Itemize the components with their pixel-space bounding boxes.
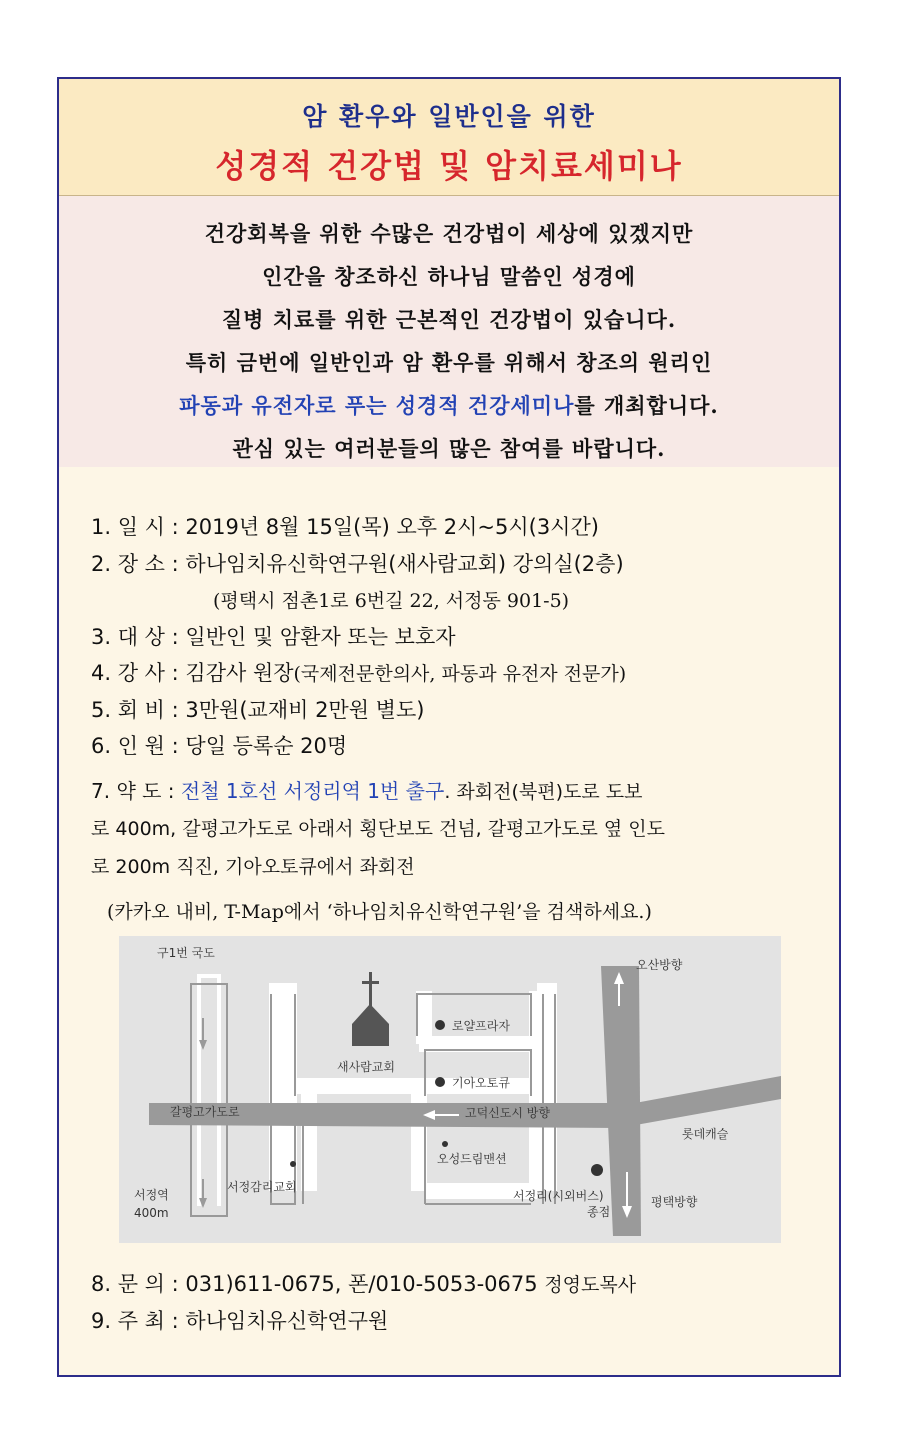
map-label-lotte: 롯데캐슬 bbox=[682, 1127, 729, 1141]
item-speaker-detail: (국제전문한의사, 파동과 유전자 전문가) bbox=[293, 663, 627, 685]
item-directions-highlight: 전철 1호선 서정리역 1번 출구 bbox=[180, 779, 445, 803]
item-directions-label: 7. 약 도 : bbox=[91, 779, 175, 803]
header bbox=[59, 79, 839, 196]
map-label-kia: 기아오토큐 bbox=[452, 1076, 510, 1090]
item-fee-value: 3만원(교재비 2만원 별도) bbox=[185, 697, 425, 722]
kia-dot bbox=[435, 1077, 445, 1087]
item-fee bbox=[91, 692, 821, 729]
item-place-address: (평택시 점촌1로 6번길 22, 서정동 901-5) bbox=[213, 590, 570, 612]
seojeong-church-dot bbox=[290, 1161, 296, 1167]
item-fee-label: 5. 회 비 : bbox=[91, 697, 179, 722]
item-host bbox=[91, 1303, 821, 1340]
church-icon bbox=[352, 972, 389, 1046]
item-contact-label: 8. 문 의 : bbox=[91, 1272, 179, 1296]
item-host-value: 하나임치유신학연구원 bbox=[185, 1308, 389, 1333]
map-label-godeok: 고덕신도시 방향 bbox=[465, 1106, 550, 1120]
item-capacity-label: 6. 인 원 : bbox=[91, 734, 179, 758]
royal-plaza-dot bbox=[435, 1020, 445, 1030]
item-place-address-row bbox=[91, 582, 821, 619]
bottom-list bbox=[91, 1266, 821, 1339]
location-map bbox=[119, 936, 781, 1243]
item-place bbox=[91, 546, 821, 583]
map-label-church: 새사람교회 bbox=[337, 1060, 395, 1074]
item-place-label: 2. 장 소 : bbox=[91, 551, 179, 576]
map-label-seojeong-church: 서정감리교회 bbox=[227, 1180, 297, 1194]
item-date-value: 2019년 8월 15일(목) 오후 2시~5시(3시간) bbox=[185, 515, 599, 539]
item-directions-line-2: 로 400m, 갈평고가도로 아래서 횡단보도 건넘, 갈평고가도로 옆 인도 bbox=[91, 818, 666, 840]
map-label-pyeongtaek: 평택방향 bbox=[651, 1195, 698, 1209]
intro bbox=[59, 196, 839, 467]
intro-line-2: 인간을 창조하신 하나님 말씀인 성경에 bbox=[262, 264, 636, 289]
item-speaker-value: 김감사 원장 bbox=[185, 661, 294, 685]
map-label-station-distance: 400m bbox=[134, 1206, 169, 1220]
item-contact-value: 031)611-0675, 폰/010-5053-0675 bbox=[185, 1272, 538, 1296]
item-contact-person: 정영도목사 bbox=[544, 1274, 637, 1296]
map-label-national-road: 구1번 국도 bbox=[157, 946, 215, 960]
poster-frame bbox=[57, 77, 841, 1377]
bus-terminal-dot bbox=[591, 1164, 603, 1176]
intro-line-5-rest: 를 개최합니다. bbox=[574, 393, 719, 418]
info-list bbox=[91, 509, 821, 765]
map-label-osung: 오성드림맨션 bbox=[437, 1152, 507, 1166]
item-speaker bbox=[91, 655, 821, 692]
item-place-value: 하나임치유신학연구원(새사람교회) 강의실(2층) bbox=[185, 551, 624, 576]
map-label-station: 서정역 bbox=[134, 1188, 169, 1202]
header-title: 성경적 건강법 및 암치료세미나 bbox=[215, 147, 683, 185]
item-directions-rest: . 좌회전(북편)도로 도보 bbox=[444, 781, 643, 803]
item-capacity bbox=[91, 728, 821, 765]
intro-line-3: 질병 치료를 위한 근본적인 건강법이 있습니다. bbox=[221, 307, 677, 332]
highway-road bbox=[601, 966, 641, 1236]
intro-line-4: 특히 금번에 일반인과 암 환우를 위해서 창조의 원리인 bbox=[185, 350, 713, 375]
intro-line-5 bbox=[59, 384, 839, 427]
directions-note: (카카오 내비, T-Map에서 ‘하나임치유신학연구원’을 검색하세요.) bbox=[107, 901, 652, 923]
highway-top bbox=[605, 966, 637, 978]
intro-highlight: 파동과 유전자로 푸는 성경적 건강세미나 bbox=[179, 393, 575, 418]
intro-line-1: 건강회복을 위한 수많은 건강법이 세상에 있겠지만 bbox=[204, 221, 694, 246]
item-directions-line-3: 로 200m 직진, 기아오토큐에서 좌회전 bbox=[91, 856, 415, 878]
item-speaker-label: 4. 강 사 : bbox=[91, 661, 179, 685]
header-subtitle: 암 환우와 일반인을 위한 bbox=[302, 102, 596, 131]
osung-dot bbox=[442, 1141, 448, 1147]
map-svg bbox=[119, 936, 781, 1243]
item-contact bbox=[91, 1266, 821, 1303]
map-label-bus-terminal: 서정리(시외버스) bbox=[513, 1189, 604, 1203]
item-host-label: 9. 주 최 : bbox=[91, 1308, 179, 1333]
item-date bbox=[91, 509, 821, 546]
intro-line-6: 관심 있는 여러분들의 많은 참여를 바랍니다. bbox=[232, 436, 666, 461]
map-label-bus-terminal-2: 종점 bbox=[587, 1205, 611, 1219]
item-target-value: 일반인 및 암환자 또는 보호자 bbox=[185, 624, 456, 649]
item-target-label: 3. 대 상 : bbox=[91, 624, 179, 649]
item-capacity-value: 당일 등록순 20명 bbox=[185, 734, 348, 758]
map-label-osan: 오산방향 bbox=[636, 958, 683, 972]
item-directions-line-1 bbox=[91, 774, 821, 810]
item-date-label: 1. 일 시 : bbox=[91, 515, 179, 539]
map-label-royal-plaza: 로얄프라자 bbox=[452, 1019, 510, 1033]
overpass-road-east bbox=[619, 1076, 781, 1128]
item-target bbox=[91, 619, 821, 656]
map-label-overpass: 갈평고가도로 bbox=[170, 1105, 240, 1119]
